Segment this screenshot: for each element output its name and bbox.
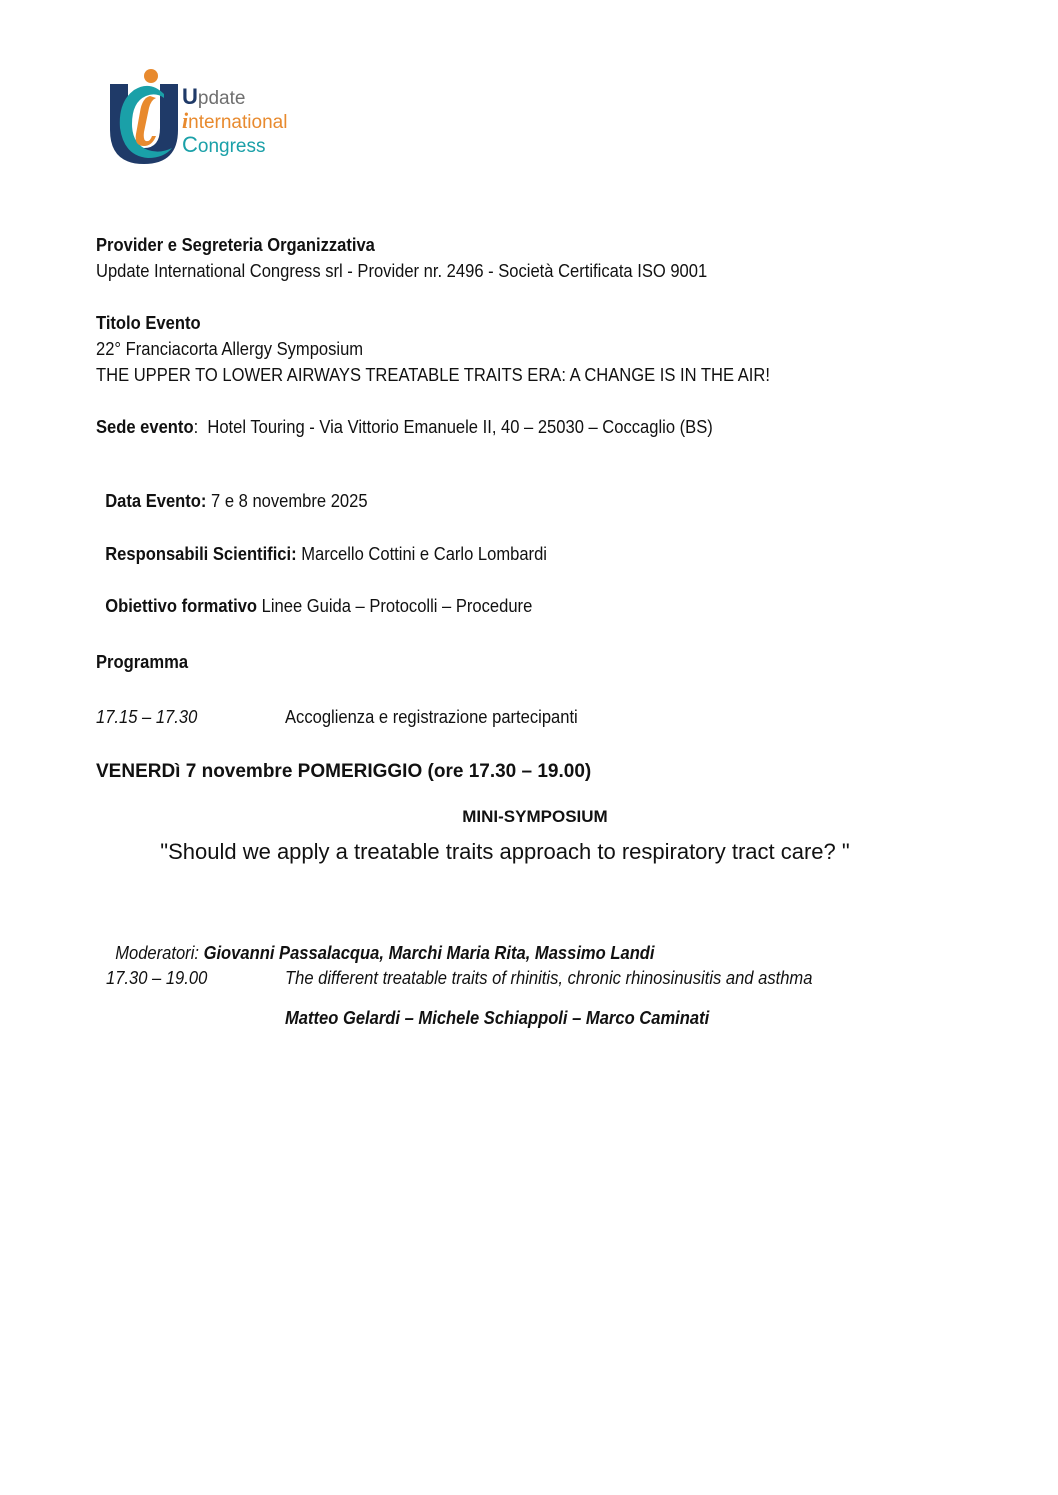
titolo-line1: 22° Franciacorta Allergy Symposium [96,339,364,359]
logo-line-update: Update [182,84,246,109]
provider-heading: Provider e Segreteria Organizzativa [96,235,375,255]
titolo-line2: THE UPPER TO LOWER AIRWAYS TREATABLE TRAITS ERA: A CHANGE IS IN THE AIR! [96,365,770,385]
provider-text: Update International Congress srl - Provider nr. 2496 - Società Certificata ISO 9001 [96,261,708,281]
responsabili-label: Responsabili Scientifici: [105,544,297,564]
logo-line-congress: Congress [182,132,266,157]
moderators-names: Giovanni Passalacqua, Marchi Maria Rita, Massimo Landi [203,943,655,963]
sede-evento: Sede evento: Hotel Touring - Via Vittorio Emanuele II, 40 – 25030 – Coccaglio (BS) [96,417,713,437]
data-evento [96,468,368,512]
responsabili [96,521,547,565]
moderators [106,920,655,964]
data-value: 7 e 8 novembre 2025 [206,491,368,511]
titolo-heading: Titolo Evento [96,313,201,333]
programma-heading: Programma [96,652,189,672]
talk-time: 17.30 – 19.00 [106,968,208,988]
obiettivo-value: Linee Guida – Protocolli – Procedure [257,596,533,616]
sede-label: Sede evento [96,417,194,437]
obiettivo-label: Obiettivo formativo [105,596,258,616]
data-label: Data Evento: [105,491,207,511]
talk-title: The different treatable traits of rhinitis, chronic rhinosinusitis and asthma [285,968,813,988]
welcome-time: 17.15 – 17.30 [96,707,198,727]
logo-mark-icon [106,68,180,168]
talk-speakers: Matteo Gelardi – Michele Schiappoli – Marco Caminati [285,1008,710,1028]
moderators-label: Moderatori: [115,943,204,963]
logo-line-international: international [182,108,288,133]
responsabili-value: Marcello Cottini e Carlo Lombardi [296,544,547,564]
logo [106,68,336,168]
day-heading: VENERDì 7 novembre POMERIGGIO (ore 17.30 – 19.00) [96,761,592,782]
session-title: MINI-SYMPOSIUM [462,807,608,826]
session-subtitle: "Should we apply a treatable traits approach to respiratory tract care? " [160,839,850,864]
obiettivo [96,573,532,617]
sede-value: Hotel Touring - Via Vittorio Emanuele II, 40 – 25030 – Coccaglio (BS) [207,417,713,437]
welcome-text: Accoglienza e registrazione partecipanti [285,707,578,727]
